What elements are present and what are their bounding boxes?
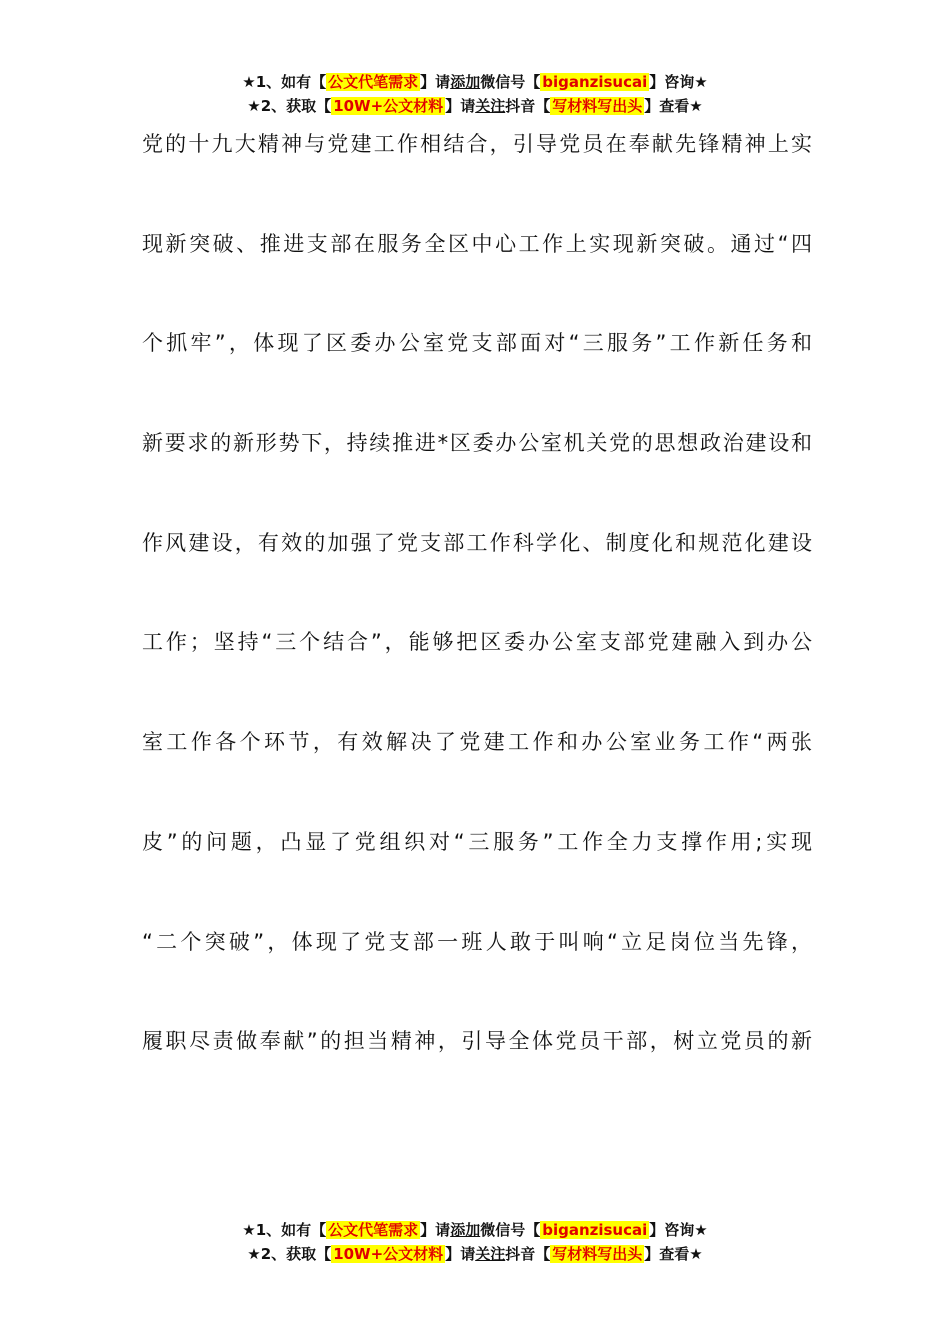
banner-text: 抖音【 bbox=[505, 1245, 551, 1263]
banner-text: 】查看★ bbox=[644, 1245, 703, 1263]
banner-text: ★1、如有【 bbox=[242, 73, 327, 91]
highlight-wechat-id: biganzisucai bbox=[542, 73, 648, 91]
banner-text: 】请 bbox=[420, 1221, 451, 1239]
highlight-douyin-account: 写材料写出头 bbox=[552, 97, 643, 115]
highlight-service: 公文代笔需求 bbox=[328, 73, 419, 91]
banner-line-2 bbox=[0, 1242, 950, 1266]
banner-text: 微信号【 bbox=[480, 73, 541, 91]
banner-text: 】咨询★ bbox=[649, 73, 708, 91]
body-line: 个抓牢”，体现了区委办公室党支部面对“三服务”工作新任务和 bbox=[142, 331, 812, 356]
banner-text: 】请 bbox=[420, 73, 451, 91]
banner-text: 】请 bbox=[445, 1245, 476, 1263]
highlight-service: 公文代笔需求 bbox=[328, 1221, 419, 1239]
body-line: 皮”的问题，凸显了党组织对“三服务”工作全力支撑作用;实现 bbox=[142, 829, 812, 854]
banner-emphasis: 关注 bbox=[475, 1245, 506, 1263]
banner-emphasis: 关注 bbox=[475, 97, 506, 115]
body-line: 工作；坚持“三个结合”，能够把区委办公室支部党建融入到办公 bbox=[142, 630, 812, 655]
body-line: 现新突破、推进支部在服务全区中心工作上实现新突破。通过“四 bbox=[142, 231, 812, 256]
banner-line-1 bbox=[0, 70, 950, 94]
banner-emphasis: 添加 bbox=[450, 73, 481, 91]
banner-text: ★1、如有【 bbox=[242, 1221, 327, 1239]
body-line: 作风建设，有效的加强了党支部工作科学化、制度化和规范化建设 bbox=[142, 530, 812, 555]
highlight-materials: 10W+公文材料 bbox=[333, 1245, 444, 1263]
banner-text: 抖音【 bbox=[505, 97, 551, 115]
banner-text: 】咨询★ bbox=[649, 1221, 708, 1239]
highlight-wechat-id: biganzisucai bbox=[542, 1221, 648, 1239]
banner-emphasis: 添加 bbox=[450, 1221, 481, 1239]
banner-line-2 bbox=[0, 94, 950, 118]
banner-text: 】请 bbox=[445, 97, 476, 115]
highlight-douyin-account: 写材料写出头 bbox=[552, 1245, 643, 1263]
body-line: 党的十九大精神与党建工作相结合，引导党员在奉献先锋精神上实 bbox=[142, 132, 812, 156]
header-banner bbox=[0, 70, 950, 118]
body-line: 履职尽责做奉献”的担当精神，引导全体党员干部，树立党员的新 bbox=[142, 1029, 812, 1054]
footer-banner bbox=[0, 1218, 950, 1266]
banner-text: ★2、获取【 bbox=[247, 97, 332, 115]
body-line: 新要求的新形势下，持续推进*区委办公室机关党的思想政治建设和 bbox=[142, 431, 812, 456]
banner-text: 】查看★ bbox=[644, 97, 703, 115]
highlight-materials: 10W+公文材料 bbox=[333, 97, 444, 115]
body-line: “二个突破”，体现了党支部一班人敢于叫响“立足岗位当先锋， bbox=[142, 929, 812, 954]
body-line: 室工作各个环节，有效解决了党建工作和办公室业务工作“两张 bbox=[142, 730, 812, 755]
banner-text: ★2、获取【 bbox=[247, 1245, 332, 1263]
banner-text: 微信号【 bbox=[480, 1221, 541, 1239]
banner-line-1 bbox=[0, 1218, 950, 1242]
document-body bbox=[142, 120, 812, 1117]
